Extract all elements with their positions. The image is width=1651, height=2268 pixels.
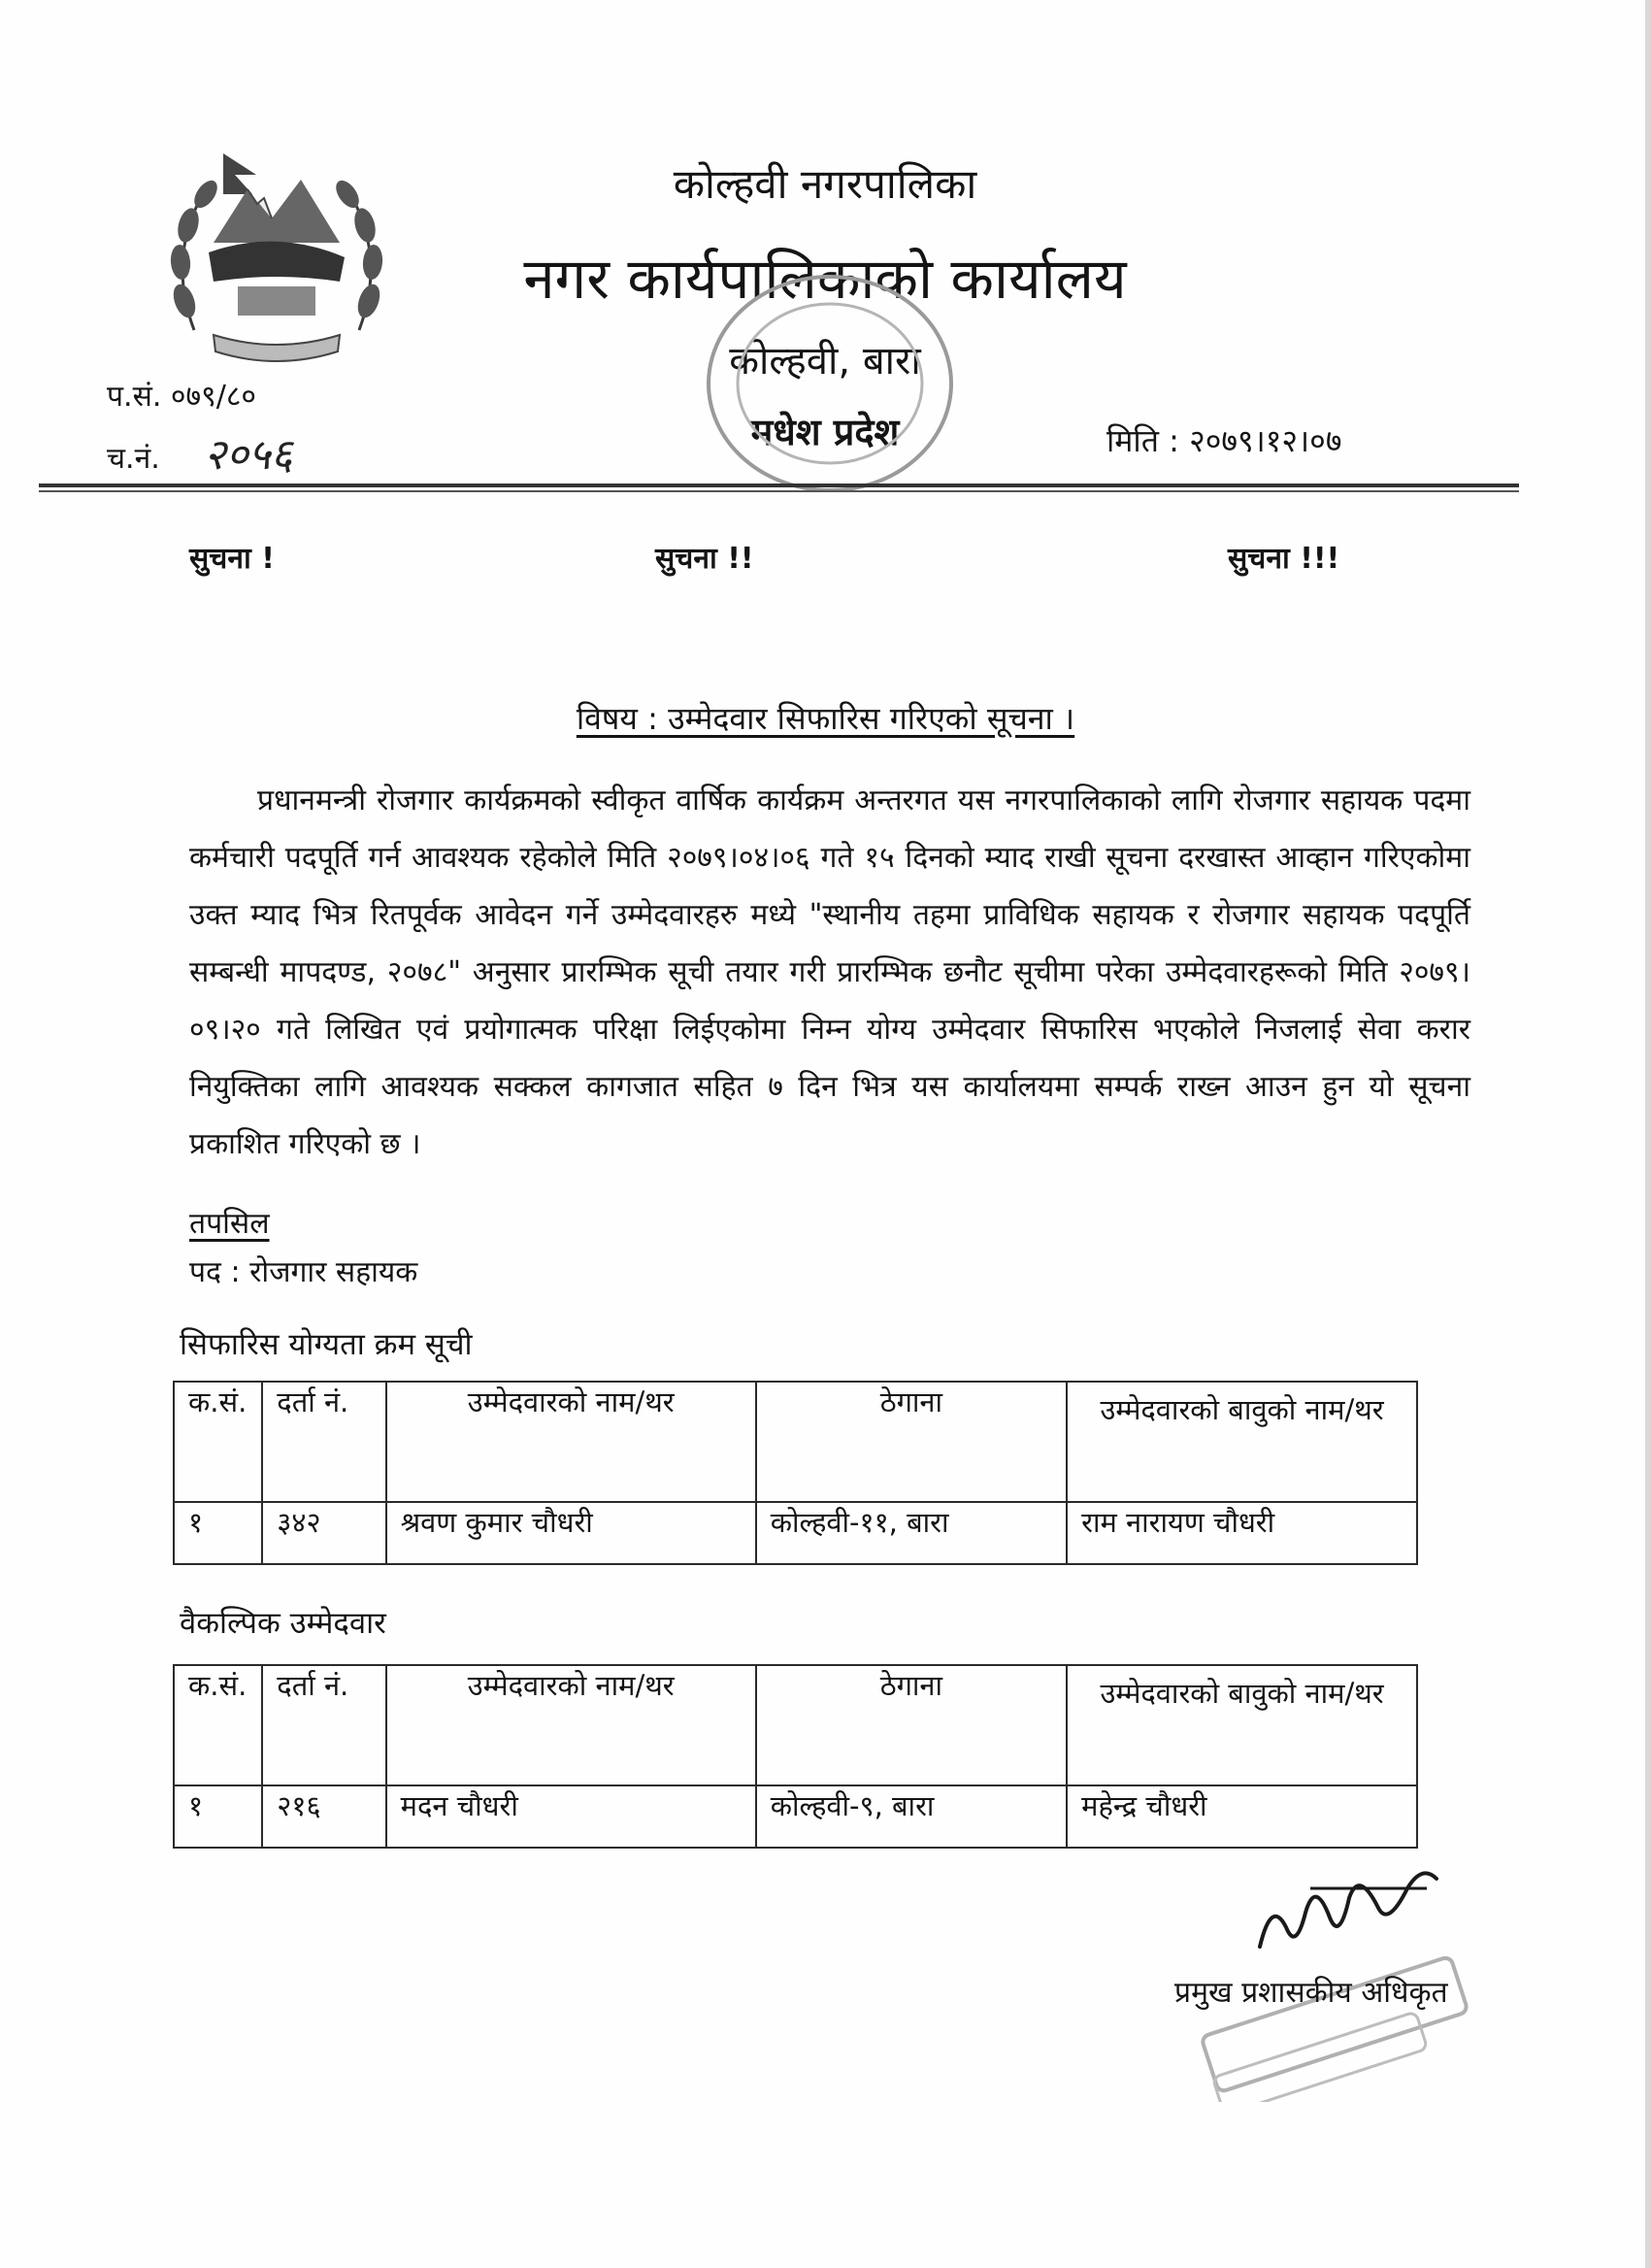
subject-text: विषय : उम्मेदवार सिफारिस गरिएको सूचना । [576, 700, 1075, 737]
subject-line [0, 697, 1651, 739]
recommended-list-title: सिफारिस योग्यता क्रम सूची [180, 1327, 473, 1362]
dispatch-number-label: च.नं. [107, 442, 160, 476]
dispatch-number-value: २०५६ [204, 430, 293, 480]
reference-number: प.सं. ०७९/८० [107, 380, 257, 414]
post-name: पद : रोजगार सहायक [189, 1255, 418, 1289]
cell-serial: १ [174, 1502, 262, 1564]
header-reg-no: दर्ता नं. [262, 1382, 385, 1502]
signatory-title: प्रमुख प्रशासकीय अधिकृत [1174, 1976, 1448, 2010]
alternate-table [173, 1664, 1418, 1849]
notice-body: प्रधानमन्त्री रोजगार कार्यक्रमको स्वीकृत वार्षिक कार्यक्रम अन्तरगत यस नगरपालिकाको लागि रोजगार सहायक पदमा कर्मचारी पदपूर्ति गर्न आवश्यक रहेकोले मिति २०७९।०४।०६ गते १५ दिनको म्याद राखी सूचना दरखास्त आव्हान गरिएकोमा उक्त म्याद भित्र रितपूर्वक आवेदन गर्ने उम्मेदवारहरु मध्ये "स्थानीय तहमा प्राविधिक सहायक र रोजगार सहायक पदपूर्ति सम्बन्धी मापदण्ड, २०७८" अनुसार प्रारम्भिक सूची तयार गरी प्रारम्भिक छनौट सूचीमा परेका उम्मेदवारहरूको मिति २०७९।०९।२० गते लिखित एवं प्रयोगात्मक परिक्षा लिईएकोमा निम्न योग्य उम्मेदवार सिफारिस भएकोले निजलाई सेवा करार नियुक्तिका लागि आवश्यक सक्कल कागजात सहित ७ दिन भित्र यस कार्यालयमा सम्पर्क राख्न आउन हुन यो सूचना प्रकाशित गरिएको छ । [189, 784, 1470, 1161]
header-address: ठेगाना [756, 1382, 1067, 1502]
page-edge [1645, 0, 1651, 2268]
header-address: ठेगाना [756, 1665, 1067, 1785]
nepal-emblem-icon [155, 136, 398, 369]
office-stamp-icon [699, 267, 961, 500]
alternate-list-title: वैकल्पिक उम्मेदवार [180, 1606, 386, 1641]
header-reg-no: दर्ता नं. [262, 1665, 385, 1785]
signature-icon [1252, 1859, 1446, 1966]
recommended-table [173, 1381, 1418, 1565]
municipality-name: कोल्हवी नगरपालिका [673, 160, 977, 208]
details-heading: तपसिल [189, 1207, 270, 1241]
notice-label-2: सुचना !! [655, 542, 754, 576]
office-location: कोल्हवी, बारा [729, 339, 921, 384]
table-row [174, 1502, 1417, 1564]
table-row [174, 1785, 1417, 1848]
cell-address: कोल्हवी-११, बारा [756, 1502, 1067, 1564]
notice-label-3: सुचना !!! [1228, 542, 1340, 576]
cell-address: कोल्हवी-९, बारा [756, 1785, 1067, 1848]
header-father-name: उम्मेदवारको बावुको नाम/थर [1067, 1665, 1417, 1785]
cell-father-name: राम नारायण चौधरी [1067, 1502, 1417, 1564]
table-header-row [174, 1382, 1417, 1502]
table-header-row [174, 1665, 1417, 1785]
header-father-name: उम्मेदवारको बावुको नाम/थर [1067, 1382, 1417, 1502]
office-name: नगर कार्यपालिकाको कार्यालय [523, 246, 1127, 312]
header-candidate-name: उम्मेदवारको नाम/थर [386, 1665, 756, 1785]
cell-reg-no: २१६ [262, 1785, 385, 1848]
cell-candidate-name: मदन चौधरी [386, 1785, 756, 1848]
header-serial: क.सं. [174, 1382, 262, 1502]
cell-father-name: महेन्द्र चौधरी [1067, 1785, 1417, 1848]
header-divider-thin [39, 490, 1519, 492]
cell-serial: १ [174, 1785, 262, 1848]
cell-candidate-name: श्रवण कुमार चौधरी [386, 1502, 756, 1564]
cell-reg-no: ३४२ [262, 1502, 385, 1564]
header-candidate-name: उम्मेदवारको नाम/थर [386, 1382, 756, 1502]
notice-label-1: सुचना ! [189, 542, 275, 576]
header-divider [39, 484, 1519, 487]
header-serial: क.सं. [174, 1665, 262, 1785]
issue-date: मिति : २०७९।१२।०७ [1106, 422, 1342, 459]
province-name: मधेश प्रदेश [750, 411, 900, 453]
